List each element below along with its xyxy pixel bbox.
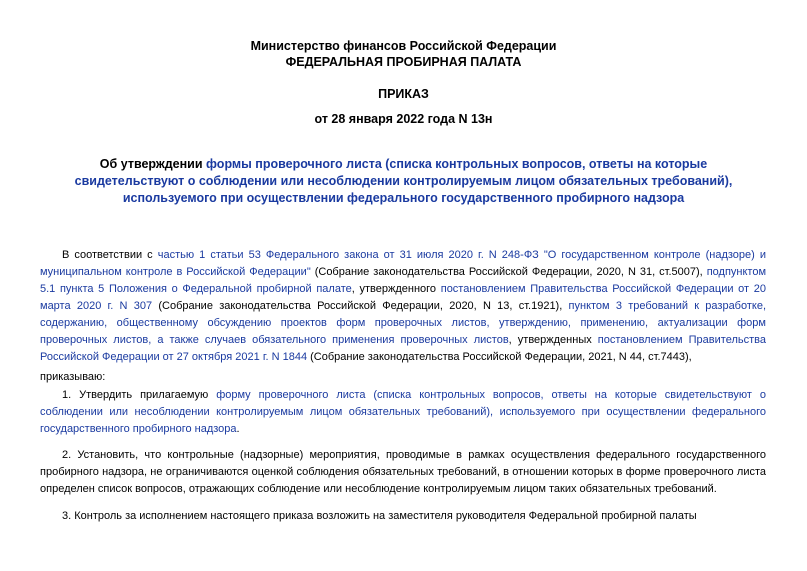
link-federal-law-248[interactable]: частью 1 статьи 53 Федерального закона от 31 июля 2020 г. N 248-ФЗ "О государственном контроле (надзоре) и муниципальном контроле в Российской Федерации" <box>40 249 767 278</box>
preamble-paragraph <box>40 247 766 366</box>
preamble-text-2: (Собрание законодательства Российской Федерации, 2020, N 31, ст.5007), <box>310 266 707 278</box>
item-1-end: . <box>236 423 240 435</box>
document-title <box>60 156 747 207</box>
title-prefix: Об утверждении <box>99 157 207 171</box>
item-1-text: 1. Утвердить прилагаемую <box>62 389 217 401</box>
preamble-text-4: (Собрание законодательства Российской Федерации, 2020, N 13, ст.1921), <box>152 300 569 312</box>
link-regulation-clause[interactable]: подпунктом 5.1 пункта 5 Положения о Федеральной пробирной палате <box>40 266 767 295</box>
document-date: от 28 января 2022 года N 13н <box>314 112 493 126</box>
item-3: 3. Контроль за исполнением настоящего приказа возложить на заместителя руководителя Федеральной пробирной палаты <box>62 510 697 522</box>
link-requirements-clause[interactable]: пунктом 3 требований к разработке, содержанию, общественному обсуждению проектов форм проверочных листов, утверждению, применению, актуализации форм проверочных листов, а также случаев обязательного применения проверочных листов <box>40 300 767 346</box>
title-link[interactable]: формы проверочного листа (списка контрольных вопросов, ответы на которые свидетельствуют о соблюдении или несоблюдении контролируемым лицом обязательных требований), используемого при осуществлении федерального государственного пробирного надзора <box>74 157 733 205</box>
preamble-text-5: , утвержденных <box>508 334 598 346</box>
link-resolution-307[interactable]: постановлением Правительства Российской Федерации от 20 марта 2020 г. N 307 <box>40 283 766 312</box>
ministry-name: Министерство финансов Российской Федерации <box>250 39 557 53</box>
link-resolution-1844[interactable]: постановлением Правительства Российской Федерации от 27 октября 2021 г. N 1844 <box>40 334 766 363</box>
chamber-name: ФЕДЕРАЛЬНАЯ ПРОБИРНАЯ ПАЛАТА <box>285 55 522 69</box>
link-checklist-form[interactable]: форму проверочного листа (списка контрольных вопросов, ответы на которые свидетельствуют о соблюдении или несоблюдении контролируемым лицом обязательных требований), используемого при осуществлении федерального государственного пробирного надзора <box>40 389 766 435</box>
orders-word: приказываю: <box>40 371 106 383</box>
item-2: 2. Установить, что контрольные (надзорные) мероприятия, проводимые в рамках осуществления федерального государственного пробирного надзора, не ограничиваются оценкой соблюдения обязательных требований, в отношении которых в форме проверочного листа определен список вопросов, отражающих соблюдение или несоблюдение контролируемым лицом таких обязательных требований. <box>40 449 766 495</box>
preamble-text-3: , утвержденного <box>351 283 441 295</box>
preamble-text-1: В соответствии с <box>62 249 158 261</box>
document-type: ПРИКАЗ <box>378 87 429 101</box>
item-1 <box>40 387 766 438</box>
preamble-text-6: (Собрание законодательства Российской Федерации, 2021, N 44, ст.7443), <box>307 351 692 363</box>
